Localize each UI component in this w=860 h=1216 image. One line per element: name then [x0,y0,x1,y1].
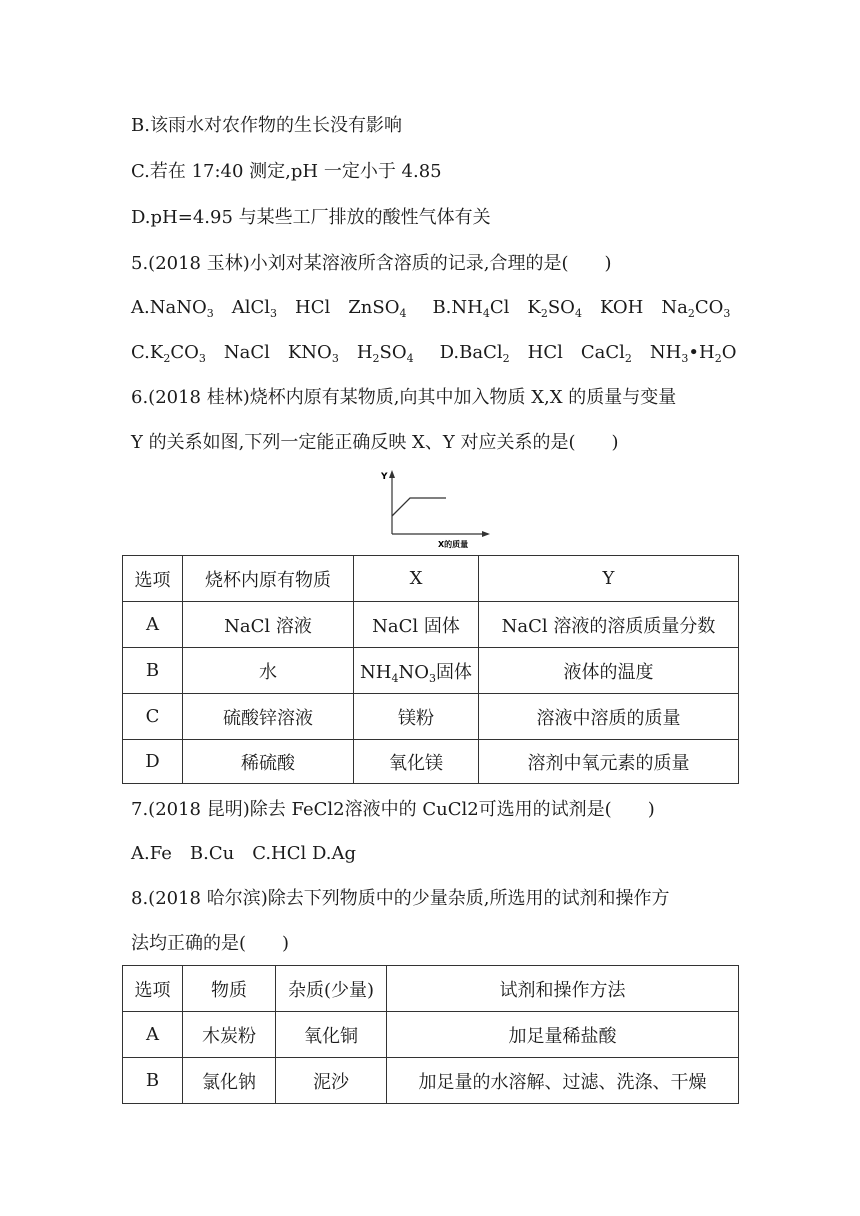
table-cell: 泥沙 [276,1058,387,1104]
q4-option-b: B.该雨水对农作物的生长没有影响 [131,115,402,136]
y-axis-label: Y [381,472,388,482]
table-cell: B [123,648,183,694]
x-axis-label: X的质量 [438,540,469,549]
table-cell: NaCl 固体 [354,602,479,648]
table-header-row [123,966,739,1012]
x-axis-arrow-icon [482,531,490,537]
table-cell: C [123,694,183,740]
q6-stem-line1: 6.(2018 桂林)烧杯内原有某物质,向其中加入物质 X,X 的质量与变量 [131,387,677,408]
table-header-cell: 物质 [183,966,276,1012]
table-cell: 稀硫酸 [183,740,354,784]
q6-graph [372,466,492,550]
table-cell: NaCl 溶液 [183,602,354,648]
q6-stem-line2: Y 的关系如图,下列一定能正确反映 X、Y 对应关系的是( ) [131,432,619,453]
table-row [123,1012,739,1058]
table-cell: 氧化镁 [354,740,479,784]
table-row [123,602,739,648]
table-row [123,694,739,740]
q5-option-a-label: A. [131,297,150,318]
table-cell: 硫酸锌溶液 [183,694,354,740]
table-cell: 液体的温度 [478,648,738,694]
table-row [123,740,739,784]
table-cell: NaCl 溶液的溶质质量分数 [478,602,738,648]
table-cell: A [123,602,183,648]
table-cell: 木炭粉 [183,1012,276,1058]
q5-options-ab: A.NaNO$_3$ AlCl$_3$ HCl ZnSO$_4$ $B.NH_4Cl$ $K_2SO_4$ KOH $Na_2CO_3$ [131,297,731,320]
table-cell: 氯化钠 [183,1058,276,1104]
q4-option-d: D.pH=4.95 与某些工厂排放的酸性气体有关 [131,207,491,228]
q6-table [122,555,739,784]
q7-options: A.Fe B.Cu C.HCl D.Ag [131,843,357,864]
q7-stem: 7.(2018 昆明)除去 FeCl2溶液中的 CuCl2可选用的试剂是( ) [131,799,655,820]
q8-table [122,965,739,1104]
q4-option-c: C.若在 17:40 测定,pH 一定小于 4.85 [131,161,442,182]
table-cell: D [123,740,183,784]
table-header-cell: Y [478,556,738,602]
table-cell: A [123,1012,183,1058]
q5-option-c-label: C. [131,342,150,363]
table-header-cell: 试剂和操作方法 [387,966,739,1012]
q5-option-b-label: B. [432,297,452,318]
table-cell: 溶剂中氧元素的质量 [478,740,738,784]
q5-options-cd: $C.K_2CO_3$ NaCl $KNO_3$ $H_2SO_4$ D.BaCl$_2$ HCl CaCl$_2$ $NH_3•H_2O$ [131,342,737,365]
table-cell: 溶液中溶质的质量 [478,694,738,740]
table-row [123,648,739,694]
table-cell: 水 [183,648,354,694]
y-axis-arrow-icon [389,470,395,478]
q8-stem-line1: 8.(2018 哈尔滨)除去下列物质中的少量杂质,所选用的试剂和操作方 [131,888,670,909]
table-row [123,1058,739,1104]
table-cell: B [123,1058,183,1104]
table-header-cell: 选项 [123,966,183,1012]
table-header-cell: 烧杯内原有物质 [183,556,354,602]
table-cell: 氧化铜 [276,1012,387,1058]
q5-option-d-label: D. [439,342,460,363]
q5-stem: 5.(2018 玉林)小刘对某溶液所含溶质的记录,合理的是( ) [131,253,612,274]
table-header-cell: 选项 [123,556,183,602]
table-cell: 加足量的水溶解、过滤、洗涤、干燥 [387,1058,739,1104]
table-header-row [123,556,739,602]
graph-curve [392,498,446,516]
table-cell: 加足量稀盐酸 [387,1012,739,1058]
table-header-cell: X [354,556,479,602]
table-cell: 镁粉 [354,694,479,740]
q8-stem-line2: 法均正确的是( ) [131,933,290,954]
table-header-cell: 杂质(少量) [276,966,387,1012]
table-cell: $NH_4NO_3$固体 [354,648,479,694]
